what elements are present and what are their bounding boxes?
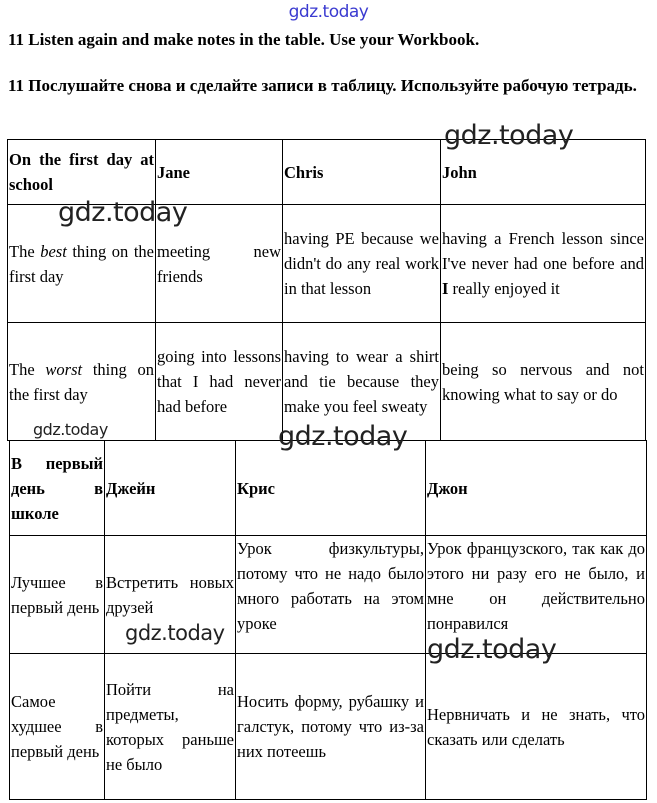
watermark: gdz.today [125,621,225,645]
note-cell: having to wear a shirt and tie because they make you feel sweaty [283,323,441,441]
note-cell: having PE because we didn't do any real work in that lesson [283,205,441,323]
header-cell: Джон [426,441,647,536]
exercise-heading-ru: 11 Послушайте снова и сделайте записи в таблицу. Используйте рабочую тетрадь. [8,76,637,95]
note-cell: Нервничать и не знать, что сказать или сделать [426,654,647,800]
watermark: gdz.today [278,421,408,452]
note-cell: Пойти на предметы, которых раньше не было [105,654,236,800]
note-cell: having a French lesson since I've never had one before and I really enjoyed it [441,205,646,323]
note-cell: going into lessons that I had never had before [156,323,283,441]
watermark: gdz.today [33,420,108,439]
table-row [8,140,646,205]
note-cell: Носить форму, рубашку и галстук, потому что из-за них потеешь [236,654,426,800]
header-cell: John [441,140,646,205]
header-cell: Крис [236,441,426,536]
row-label-cell: The worst thing on the first day [8,323,156,441]
header-cell: On the first day at school [8,140,156,205]
exercise-heading-en: 11 Listen again and make notes in the table. Use your Workbook. [8,30,480,49]
watermark: gdz.today [427,634,557,665]
table-row [10,441,647,536]
note-cell: Встретить новых друзей [105,536,236,654]
header-cell: Jane [156,140,283,205]
note-cell: meeting new friends [156,205,283,323]
notes-table-ru [9,440,647,800]
emphasis-text: best [40,241,67,261]
site-label: gdz.today [288,2,369,22]
watermark: gdz.today [444,120,574,151]
note-cell: Урок физкультуры, потому что не надо было много работать на этом уроке [236,536,426,654]
row-label-cell: The best thing on the first day [8,205,156,323]
row-label-cell: Самое худшее в первый день [10,654,105,800]
header-cell: Джейн [105,441,236,536]
watermark: gdz.today [58,197,188,228]
notes-table-en [7,139,646,441]
header-cell: Chris [283,140,441,205]
table-row [8,323,646,441]
note-cell: being so nervous and not knowing what to say or do [441,323,646,441]
note-cell: Урок французского, так как до этого ни разу его не было, и мне он действительно понравился [426,536,647,654]
table-row [8,205,646,323]
table-row [10,536,647,654]
header-cell: В первый день в школе [10,441,105,536]
table-row [10,654,647,800]
emphasis-text: worst [45,359,83,379]
row-label-cell: Лучшее в первый день [10,536,105,654]
